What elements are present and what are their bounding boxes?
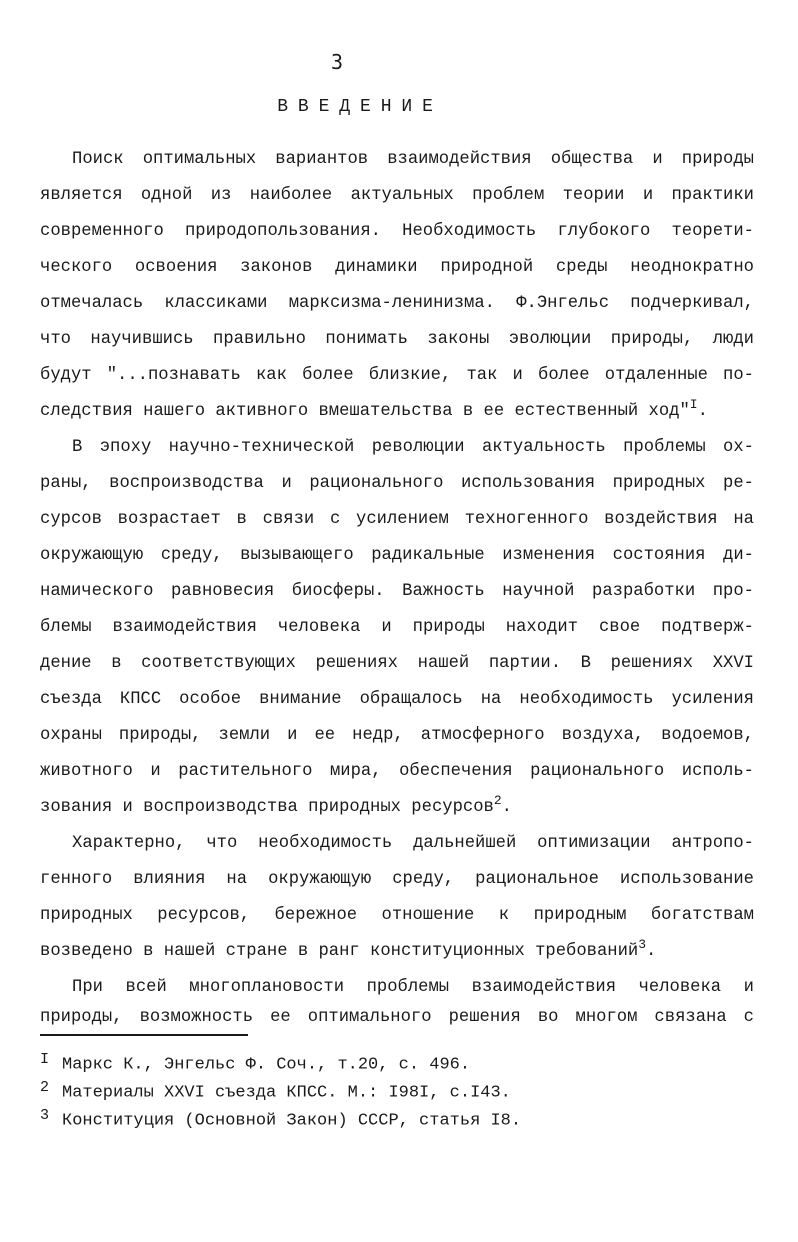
text-line: охраны природы, земли и ее недр, атмосферного воздуха, водоемов, <box>40 726 754 745</box>
text-line: Поиск оптимальных вариантов взаимодействия общества и природы <box>72 150 754 169</box>
footnote <box>40 1102 521 1130</box>
text-line: съезда КПСС особое внимание обращалось на необходимость усиления <box>40 690 754 709</box>
footnote-ref: I <box>689 396 698 412</box>
footnote-divider <box>40 1034 248 1036</box>
text-line: природных ресурсов, бережное отношение к природным богатствам <box>40 906 754 925</box>
text-line: является одной из наиболее актуальных проблем теории и практики <box>40 186 754 205</box>
footnote-ref: 3 <box>638 936 647 952</box>
footnote-ref: 2 <box>493 792 502 808</box>
text-line: При всей многоплановости проблемы взаимодействия человека и <box>72 978 754 997</box>
text-line: будут "...познавать как более близкие, так и более отдаленные по- <box>40 366 754 385</box>
text-line-content: следствия нашего активного вмешательства в ее естественный ход" <box>40 402 690 421</box>
footnote <box>40 1046 470 1074</box>
footnote-text: Конституция (Основной Закон) СССР, статья I8. <box>62 1111 522 1131</box>
footnote-mark: I <box>40 1051 50 1068</box>
text-line: следствия нашего активного вмешательства в ее естественный ход"$^I$. <box>40 396 708 421</box>
text-line: ческого освоения законов динамики природной среды неоднократно <box>40 258 754 277</box>
text-line-content: зования и воспроизводства природных ресурсов <box>40 798 494 817</box>
text-line: что научившись правильно понимать законы эволюции природы, люди <box>40 330 754 349</box>
text-line-content: возведено в нашей стране в ранг конституционных требований <box>40 942 639 961</box>
text-line: природы, возможность ее оптимального решения во многом связана с <box>40 1008 754 1027</box>
text-line: окружающую среду, вызывающего радикальные изменения состояния ди- <box>40 546 754 565</box>
text-line: отмечалась классиками марксизма-ленинизма. Ф.Энгельс подчеркивал, <box>40 294 754 313</box>
page-number: 3 <box>330 50 344 74</box>
text-line: Характерно, что необходимость дальнейшей оптимизации антропо- <box>72 834 754 853</box>
text-line: современного природопользования. Необходимость глубокого теорети- <box>40 222 754 241</box>
footnote-text: Материалы XXVI съезда КПСС. М.: I98I, с.I43. <box>62 1083 511 1103</box>
text-line: дение в соответствующих решениях нашей партии. В решениях XXVI <box>40 654 754 673</box>
page-title: ВВЕДЕНИЕ <box>277 97 443 117</box>
text-line: раны, воспроизводства и рационального использования природных ре- <box>40 474 754 493</box>
footnote <box>40 1074 511 1102</box>
text-line: сурсов возрастает в связи с усилением техногенного воздействия на <box>40 510 754 529</box>
text-line: блемы взаимодействия человека и природы находит свое подтверж- <box>40 618 754 637</box>
text-line: генного влияния на окружающую среду, рациональное использование <box>40 870 754 889</box>
text-line: зования и воспроизводства природных ресурсов$^2$. <box>40 792 512 817</box>
footnote-mark: 3 <box>40 1107 50 1124</box>
text-line: возведено в нашей стране в ранг конституционных требований$^3$. <box>40 936 657 961</box>
text-line: животного и растительного мира, обеспечения рационального исполь- <box>40 762 754 781</box>
text-line: намического равновесия биосферы. Важность научной разработки про- <box>40 582 754 601</box>
footnote-mark: 2 <box>40 1079 50 1096</box>
text-line: В эпоху научно-технической революции актуальность проблемы ох- <box>72 438 754 457</box>
footnote-text: Маркс К., Энгельс Ф. Соч., т.20, с. 496. <box>62 1055 471 1075</box>
